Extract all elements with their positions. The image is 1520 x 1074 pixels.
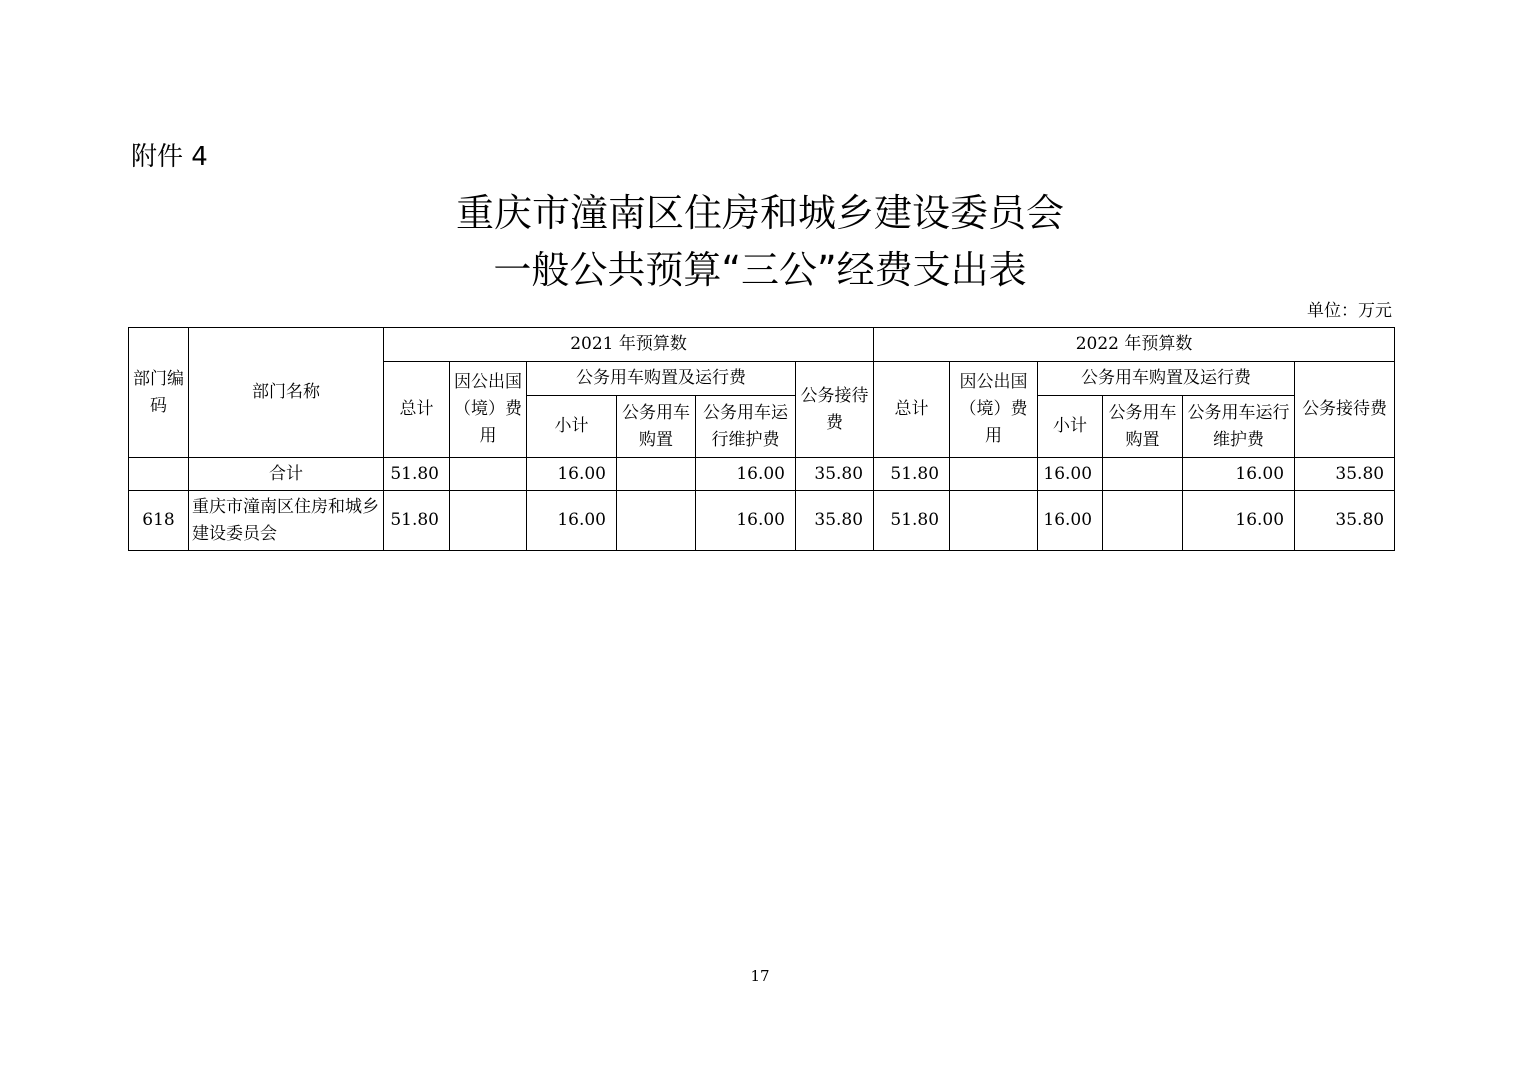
header-total-2022: 总计	[874, 362, 950, 458]
cell-total-2021: 51.80	[384, 491, 450, 551]
cell-maint-2022: 16.00	[1183, 458, 1295, 491]
cell-maint-2021: 16.00	[696, 491, 796, 551]
cell-subtotal-2021: 16.00	[527, 458, 617, 491]
header-subtotal-2022: 小计	[1038, 396, 1103, 458]
budget-table	[128, 327, 1395, 551]
page-title: 重庆市潼南区住房和城乡建设委员会	[455, 191, 1064, 235]
cell-total-2021: 51.80	[384, 458, 450, 491]
cell-total-2022: 51.80	[874, 458, 950, 491]
header-vehicle-group-2021: 公务用车购置及运行费	[527, 362, 796, 396]
cell-purchase-2021	[617, 458, 696, 491]
cell-subtotal-2022: 16.00	[1038, 458, 1103, 491]
header-dept-name: 部门名称	[189, 328, 384, 458]
row-code	[129, 458, 189, 491]
cell-abroad-2022	[950, 491, 1038, 551]
header-maint-2022: 公务用车运行维护费	[1183, 396, 1295, 458]
cell-maint-2021: 16.00	[696, 458, 796, 491]
cell-reception-2021: 35.80	[796, 491, 874, 551]
header-year-2022: 2022 年预算数	[874, 328, 1395, 362]
table-row	[129, 491, 1395, 551]
cell-abroad-2021	[450, 458, 527, 491]
cell-reception-2021: 35.80	[796, 458, 874, 491]
cell-purchase-2022	[1103, 491, 1183, 551]
cell-purchase-2022	[1103, 458, 1183, 491]
header-abroad-2022: 因公出国（境）费用	[950, 362, 1038, 458]
header-purchase-2021: 公务用车购置	[617, 396, 696, 458]
unit-label: 单位：万元	[1307, 301, 1392, 321]
annex-label: 附件 4	[131, 142, 208, 172]
cell-total-2022: 51.80	[874, 491, 950, 551]
header-year-2021: 2021 年预算数	[384, 328, 874, 362]
header-reception-2021: 公务接待费	[796, 362, 874, 458]
header-total-2021: 总计	[384, 362, 450, 458]
cell-subtotal-2021: 16.00	[527, 491, 617, 551]
cell-purchase-2021	[617, 491, 696, 551]
cell-reception-2022: 35.80	[1295, 458, 1395, 491]
row-name: 合计	[189, 458, 384, 491]
header-maint-2021: 公务用车运行维护费	[696, 396, 796, 458]
header-reception-2022: 公务接待费	[1295, 362, 1395, 458]
header-vehicle-group-2022: 公务用车购置及运行费	[1038, 362, 1295, 396]
cell-maint-2022: 16.00	[1183, 491, 1295, 551]
header-row-1	[129, 328, 1395, 362]
header-subtotal-2021: 小计	[527, 396, 617, 458]
row-name: 重庆市潼南区住房和城乡建设委员会	[189, 491, 384, 551]
row-code: 618	[129, 491, 189, 551]
header-dept-code: 部门编码	[129, 328, 189, 458]
page-number: 17	[750, 967, 770, 985]
cell-abroad-2021	[450, 491, 527, 551]
cell-reception-2022: 35.80	[1295, 491, 1395, 551]
header-abroad-2021: 因公出国（境）费用	[450, 362, 527, 458]
header-purchase-2022: 公务用车购置	[1103, 396, 1183, 458]
cell-abroad-2022	[950, 458, 1038, 491]
cell-subtotal-2022: 16.00	[1038, 491, 1103, 551]
page-subtitle: 一般公共预算“三公”经费支出表	[493, 248, 1027, 292]
table-row	[129, 458, 1395, 491]
